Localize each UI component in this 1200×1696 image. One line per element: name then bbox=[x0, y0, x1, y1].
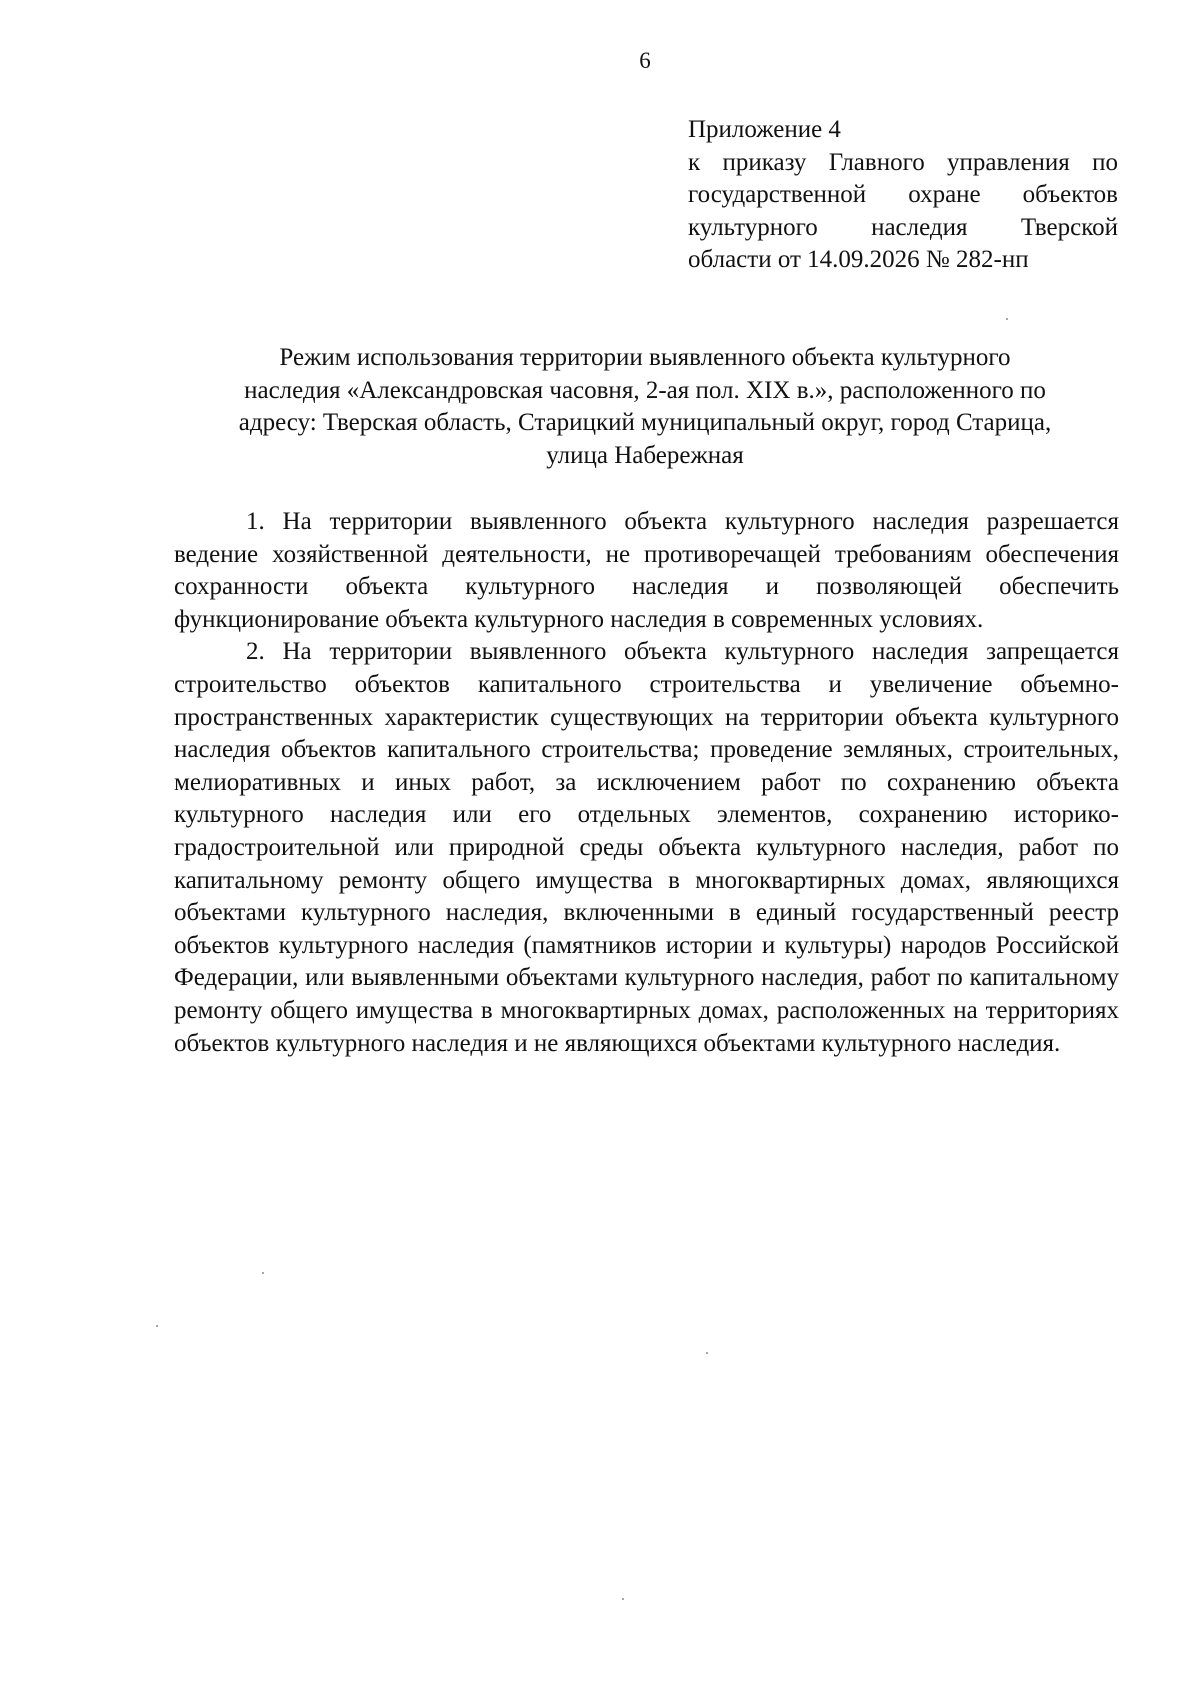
scan-speck bbox=[1006, 318, 1008, 320]
scan-speck bbox=[156, 1325, 158, 1327]
document-title bbox=[170, 342, 1120, 472]
title-line: наследия «Александровская часовня, 2-ая пол. XIX в.», расположенного по bbox=[244, 376, 1046, 404]
appendix-line: Приложение 4 bbox=[688, 116, 841, 143]
scan-speck bbox=[622, 1598, 624, 1600]
appendix-header bbox=[688, 114, 1118, 277]
appendix-line: государственной охране объектов bbox=[688, 181, 1118, 208]
appendix-line: области от 14.09.2026 № 282-нп bbox=[688, 246, 1029, 273]
scan-speck bbox=[262, 1272, 264, 1274]
title-line: улица Набережная bbox=[546, 441, 744, 469]
title-line: адресу: Тверская область, Старицкий муниципальный округ, город Старица, bbox=[238, 409, 1052, 436]
appendix-line: культурного наследия Тверской bbox=[688, 213, 1118, 241]
appendix-line: к приказу Главного управления по bbox=[688, 148, 1118, 176]
paragraph-1: 1. На территории выявленного объекта культурного наследия разрешается ведение хозяйственной деятельности, не противоречащей требованиям обеспечения сохранности объекта культурного наследия и позволяющей обеспечить функционирование объекта культурного наследия в современных условиях. bbox=[174, 508, 1119, 633]
scan-speck bbox=[706, 1352, 708, 1354]
paragraph-2: 2. На территории выявленного объекта культурного наследия запрещается строительство объектов капитального строительства и увеличение объемно-пространственных характеристик существующих на территории объекта культурного наследия объектов капитального строительства; проведение земляных, строительных, мелиоративных и иных работ, за исключением работ по сохранению объекта культурного наследия или его отдельных элементов, сохранению историко-градостроительной или природной среды объекта культурного наследия, работ по капитальному ремонту общего имущества в многоквартирных домах, являющихся объектами культурного наследия, включенными в единый государственный реестр объектов культурного наследия (памятников истории и культуры) народов Российской Федерации, или выявленными объектами культурного наследия, работ по капитальному ремонту общего имущества в многоквартирных домах, расположенных на территориях объектов культурного наследия и не являющихся объектами культурного наследия. bbox=[174, 638, 1119, 1057]
page-number: 6 bbox=[639, 48, 651, 73]
title-line: Режим использования территории выявленного объекта культурного bbox=[279, 344, 1011, 371]
document-body bbox=[174, 506, 1119, 1060]
